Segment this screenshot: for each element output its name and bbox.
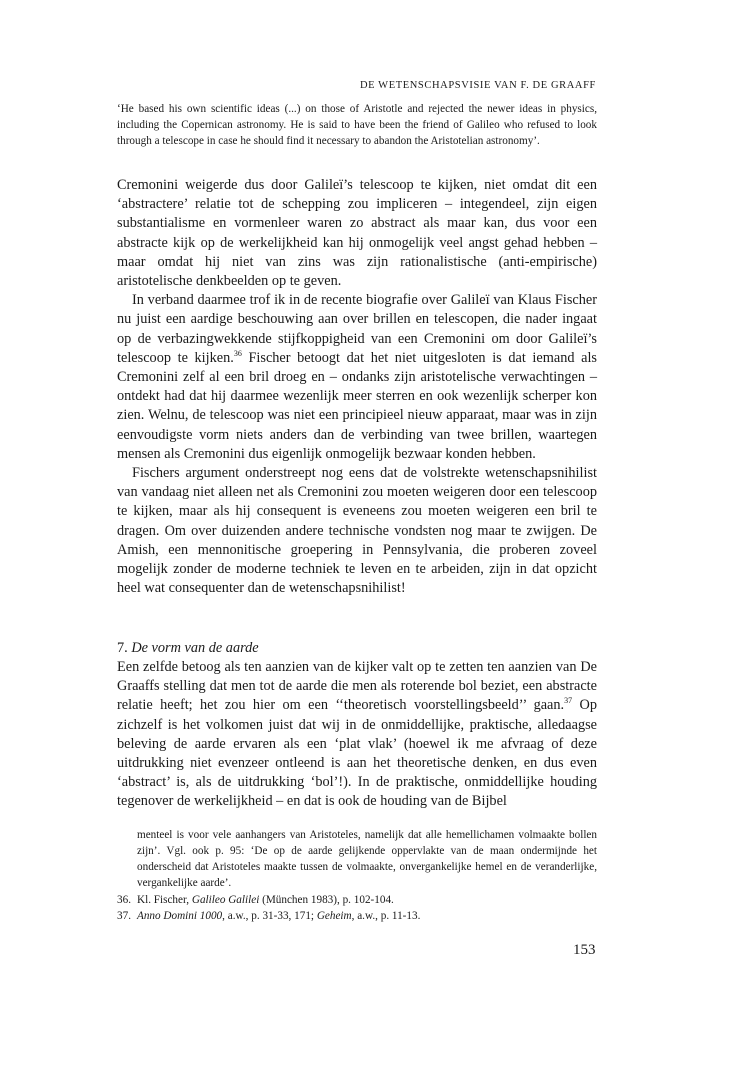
footnote-title: Geheim bbox=[316, 910, 352, 922]
footnote-title: Anno Domini 1000 bbox=[137, 910, 223, 922]
paragraph bbox=[117, 291, 597, 464]
paragraph-text: Een zelfde betoog als ten aanzien van de kijker valt op te zetten ten aanzien van De Graaffs stelling dat men tot de aarde die men als roterende bol beziet, een abstracte relatie heeft; het zou hier om een ‘‘theoretisch voorstellingsbeeld’’ gaan. bbox=[117, 659, 597, 714]
paragraph: Cremonini weigerde dus door Galileï’s telescoop te kijken, niet omdat dit een ‘abstractere’ relatie tot de schepping zou impliceren – integendeel, zijn eigen substantialisme en vormenleer waren zo abstract als maar kan, dus voor een abstracte kijk op de werkelijkheid kan hij onmogelijk veel angst gehad hebben – maar omdat hij niet van zins was zijn rationalistische (anti-empirische) aristotelische denkbeelden op te geven. bbox=[117, 177, 597, 290]
paragraph-text: Fischer betoogt dat het niet uitgesloten is dat iemand als Cremonini zelf al een bril droeg en – ondanks zijn aristotelische verwachtingen – ontdekt had dat hij daarmee wezenlijk meer sterren en ook wezenlijk scherper kon zien. Welnu, de telescoop was niet een principieel nieuw apparaat, maar was in zijn eenvoudigste vorm niets anders dan de verbinding van twee brillen, waartegen mensen als Cremonini dus eigenlijk onmogelijk bezwaar konden hebben. bbox=[117, 349, 597, 462]
footnote-number: 36. bbox=[117, 894, 131, 906]
footnotes bbox=[117, 827, 597, 924]
page-number: 153 bbox=[573, 942, 596, 958]
footnote-36 bbox=[117, 892, 597, 908]
section-heading bbox=[117, 639, 597, 658]
section-title: De vorm van de aarde bbox=[131, 640, 259, 656]
quote-text: ‘He based his own scientific ideas (...) on those of Aristotle and rejected the newer ideas in physics, including the Copernican astronomy. He is said to have been the friend of Galileo who refused to look through a telescope in case he should find it necessary to abandon the Aristotelian astronomy’. bbox=[117, 103, 597, 147]
section-number: 7. bbox=[117, 640, 128, 656]
footnote-continuation: menteel is voor vele aanhangers van Aristoteles, namelijk dat alle hemellichamen volmaakte bollen zijn’. Vgl. ook p. 95: ‘De op de aarde gelijkende oppervlakte van de maan ondermijnde het onderscheid dat Aristoteles maakte tussen de volmaakte, onvergankelijke hemel en de veranderlijke, vergankelijke aarde’. bbox=[137, 829, 597, 889]
block-quote bbox=[117, 101, 597, 149]
footnote-text: (München 1983), p. 102-104. bbox=[259, 894, 394, 906]
running-head: DE WETENSCHAPSVISIE VAN F. DE GRAAFF bbox=[359, 80, 596, 91]
footnote-37 bbox=[117, 908, 597, 924]
footnote-title: Galileo Galilei bbox=[191, 894, 260, 906]
paragraph-text: In verband daarmee trof ik in de recente biografie over Galileï van Klaus Fischer nu juist een aardige beschouwing aan over brillen en telescopen, die nader ingaat op de verbazingwekkende stijfkoppigheid van een Cremonini om door Galileï’s telescoop te kijken. bbox=[117, 292, 597, 366]
paragraph bbox=[117, 658, 597, 812]
footnote-ref: 37 bbox=[564, 696, 573, 706]
footnote-text: Kl. Fischer, bbox=[137, 894, 192, 906]
paragraph-text: Op zichzelf is het volkomen juist dat wij in de onmiddellijke, praktische, alledaagse beleving de aarde ervaren als een ‘plat vlak’ (hoewel ik me afvraag of deze uitdrukking niet evenzeer ontleend is aan het theoretische denken, en dus even ‘abstract’ is, als de uitdrukking ‘bol’!). In de praktische, onmiddellijke houding tegenover de werkelijkheid – en dat is ook de houding van de Bijbel bbox=[117, 697, 597, 810]
footnote-number: 37. bbox=[117, 910, 131, 922]
paragraph: Fischers argument onderstreept nog eens dat de volstrekte wetenschapsnihilist van vandaag niet alleen net als Cremonini zou moeten weigeren door een telescoop te kijken, maar als hij consequent is eveneens zou moeten weigeren een bril te dragen. Om over duizenden andere technische vondsten nog maar te zwijgen. De Amish, een mennonitische groepering in Pennsylvania, die proberen zoveel mogelijk zonder de moderne techniek te leven en te arbeiden, zijn in dat opzicht heel wat consequenter dan de wetenschapsnihilist! bbox=[117, 465, 597, 597]
body-text bbox=[117, 176, 597, 598]
footnote-text: , a.w., p. 31-33, 171; bbox=[222, 910, 317, 922]
footnote-ref: 36 bbox=[233, 349, 242, 359]
footnote-text: , a.w., p. 11-13. bbox=[351, 910, 421, 922]
section-body bbox=[117, 658, 597, 812]
